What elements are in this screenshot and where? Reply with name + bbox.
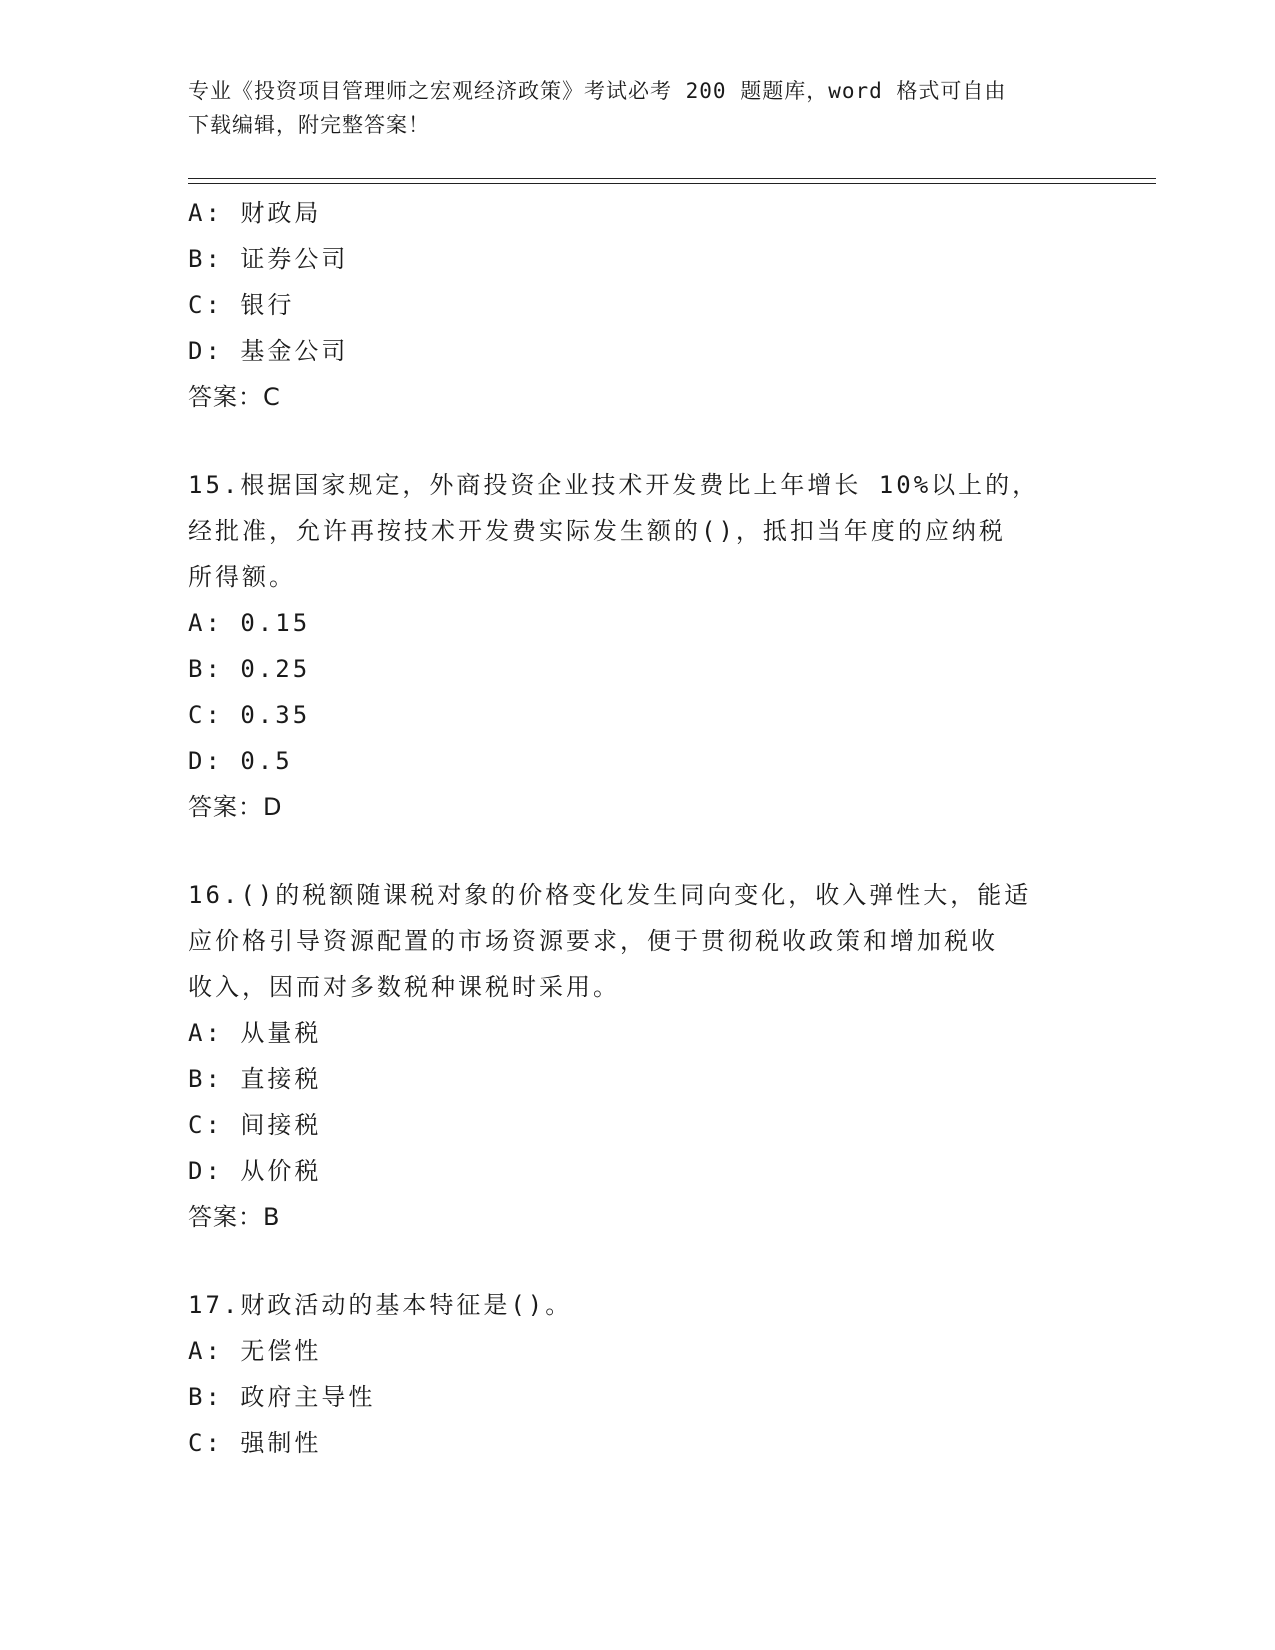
option-c: C: 0.35 [188,701,311,729]
spacer [188,1240,1088,1282]
spacer [188,420,1088,462]
option-c: C: 间接税 [188,1111,322,1139]
question-14 [188,190,1088,420]
question-text-line: 经批准，允许再按技术开发费实际发生额的()，抵扣当年度的应纳税 [188,517,1006,545]
question-15 [188,462,1088,830]
option-a: A: 从量税 [188,1019,322,1047]
header-divider-bottom [188,183,1156,184]
spacer [188,830,1088,872]
document-header [188,74,1088,142]
option-b: B: 0.25 [188,655,311,683]
option-b: B: 直接税 [188,1065,322,1093]
option-b: B: 政府主导性 [188,1383,376,1411]
question-list [188,190,1088,1466]
question-text-line: 收入，因而对多数税种课税时采用。 [188,973,620,1001]
question-text-line: 所得额。 [188,563,296,591]
answer: 答案：D [188,793,283,821]
header-divider-top [188,178,1156,179]
question-16 [188,872,1088,1240]
option-c: C: 银行 [188,291,295,319]
option-d: D: 0.5 [188,747,293,775]
question-17 [188,1282,1088,1466]
answer: 答案：C [188,383,281,411]
option-b: B: 证券公司 [188,245,349,273]
header-line-2: 下载编辑，附完整答案！ [188,113,430,137]
option-c: C: 强制性 [188,1429,322,1457]
option-d: D: 基金公司 [188,337,349,365]
question-text-line: 17.财政活动的基本特征是()。 [188,1291,573,1319]
option-a: A: 0.15 [188,609,311,637]
option-d: D: 从价税 [188,1157,322,1185]
answer: 答案：B [188,1203,281,1231]
option-a: A: 无偿性 [188,1337,322,1365]
option-a: A: 财政局 [188,199,322,227]
question-text-line: 15.根据国家规定，外商投资企业技术开发费比上年增长 10%以上的， [188,471,1040,499]
question-text-line: 应价格引导资源配置的市场资源要求，便于贯彻税收政策和增加税收 [188,927,998,955]
question-text-line: 16.()的税额随课税对象的价格变化发生同向变化，收入弹性大，能适 [188,881,1032,909]
header-line-1: 专业《投资项目管理师之宏观经济政策》考试必考 200 题题库，word 格式可自由 [188,79,1007,103]
